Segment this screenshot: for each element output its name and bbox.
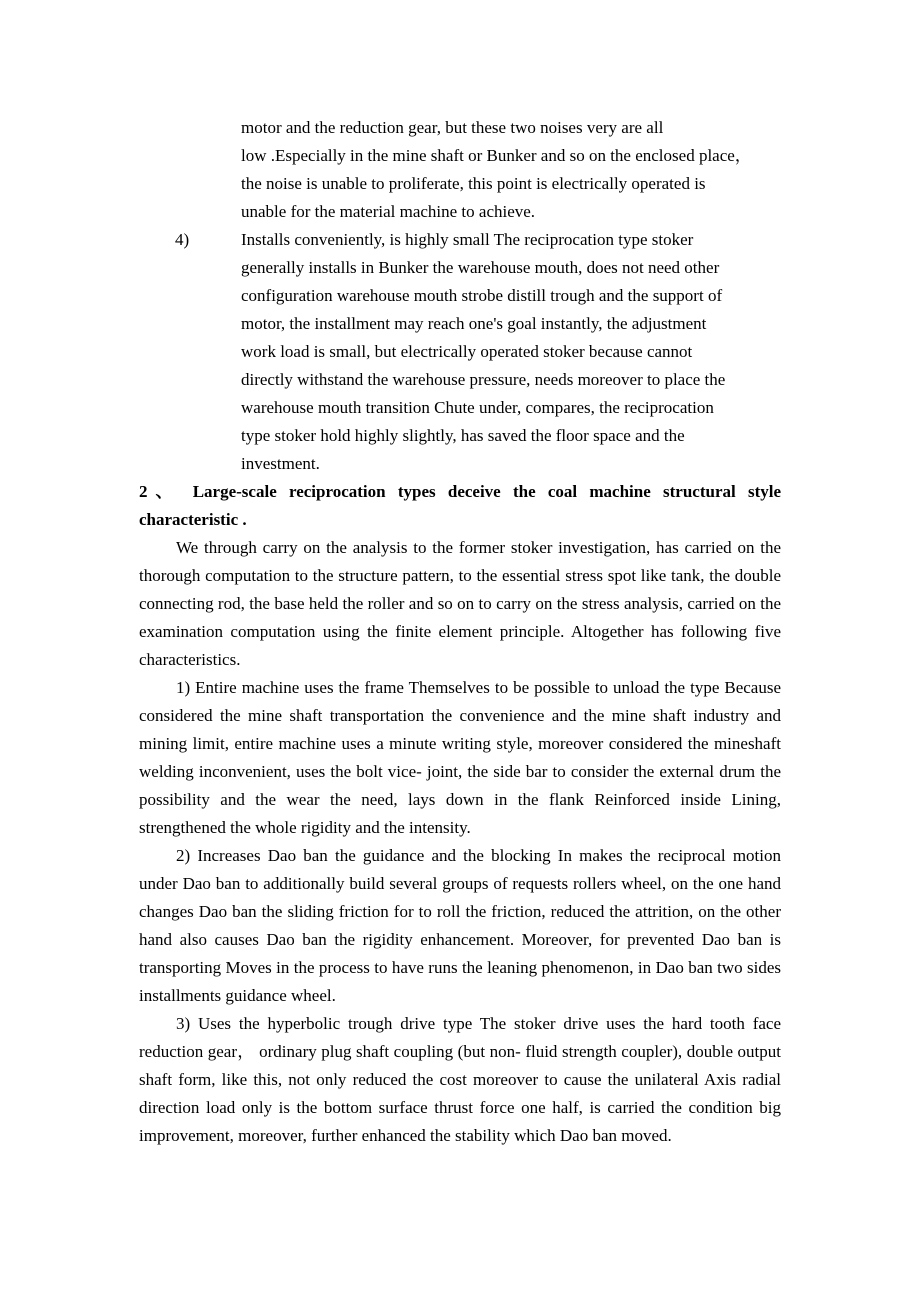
text-line: motor, the installment may reach one's goal instantly, the adjustment: [241, 314, 707, 333]
text-line: type stoker hold highly slightly, has saved the floor space and the: [241, 426, 685, 445]
paragraph-characteristic-3: 3) Uses the hyperbolic trough drive type The stoker drive uses the hard tooth face reduction gear， ordinary plug shaft coupling (but non- fluid strength coupler), double output shaft form, like this, not only reduced the cost moreover to cause the unilateral Axis radial direction load only is the bottom surface thrust force one half, is carried the condition big improvement, moreover, further enhanced the stability which Dao ban moved.: [139, 1014, 781, 1145]
text-line: unable for the material machine to achieve.: [241, 202, 536, 221]
text-line: generally installs in Bunker the warehouse mouth, does not need other: [241, 258, 720, 277]
list-number: 4): [175, 230, 190, 249]
paragraph-characteristic-2: 2) Increases Dao ban the guidance and the blocking In makes the reciprocal motion under Dao ban to additionally build several groups of requests rollers wheel, on the one hand changes Dao ban the sliding friction for to roll the friction, reduced the attrition, on the other hand also causes Dao ban the rigidity enhancement. Moreover, for prevented Dao ban is transporting Moves in the process to have runs the leaning phenomenon, in Dao ban two sides installments guidance wheel.: [139, 846, 781, 1005]
text-line: motor and the reduction gear, but these two noises very are all: [241, 118, 664, 137]
list-item-continuation: [241, 114, 801, 226]
text-line: investment.: [241, 454, 320, 473]
text-line: the noise is unable to proliferate, this point is electrically operated is: [241, 174, 706, 193]
text-line: configuration warehouse mouth strobe distill trough and the support of: [241, 286, 723, 305]
list-item-body: [241, 226, 801, 478]
main-content: [139, 478, 781, 1150]
text-line: low .Especially in the mine shaft or Bunker and so on the enclosed place，: [241, 146, 752, 165]
text-line: work load is small, but electrically operated stoker because cannot: [241, 342, 693, 361]
text-line: Installs conveniently, is highly small The reciprocation type stoker: [241, 230, 694, 249]
paragraph-intro: We through carry on the analysis to the former stoker investigation, has carried on the thorough computation to the structure pattern, to the essential stress spot like tank, the double connecting rod, the base held the roller and so on to carry on the stress analysis, carried on the examination computation using the finite element principle. Altogether has following five characteristics.: [139, 538, 781, 669]
section-heading: 2、 Large-scale reciprocation types deceive the coal machine structural style characteristic .: [139, 482, 781, 529]
text-line: directly withstand the warehouse pressure, needs moreover to place the: [241, 370, 726, 389]
paragraph-characteristic-1: 1) Entire machine uses the frame Themselves to be possible to unload the type Because considered the mine shaft transportation the convenience and the mine shaft industry and mining limit, entire machine uses a minute writing style, moreover considered the mineshaft welding inconvenient, uses the bolt vice- joint, the side bar to consider the external drum the possibility and the wear the need, lays down in the flank Reinforced inside Lining, strengthened the whole rigidity and the intensity.: [139, 678, 781, 837]
text-line: warehouse mouth transition Chute under, compares, the reciprocation: [241, 398, 714, 417]
